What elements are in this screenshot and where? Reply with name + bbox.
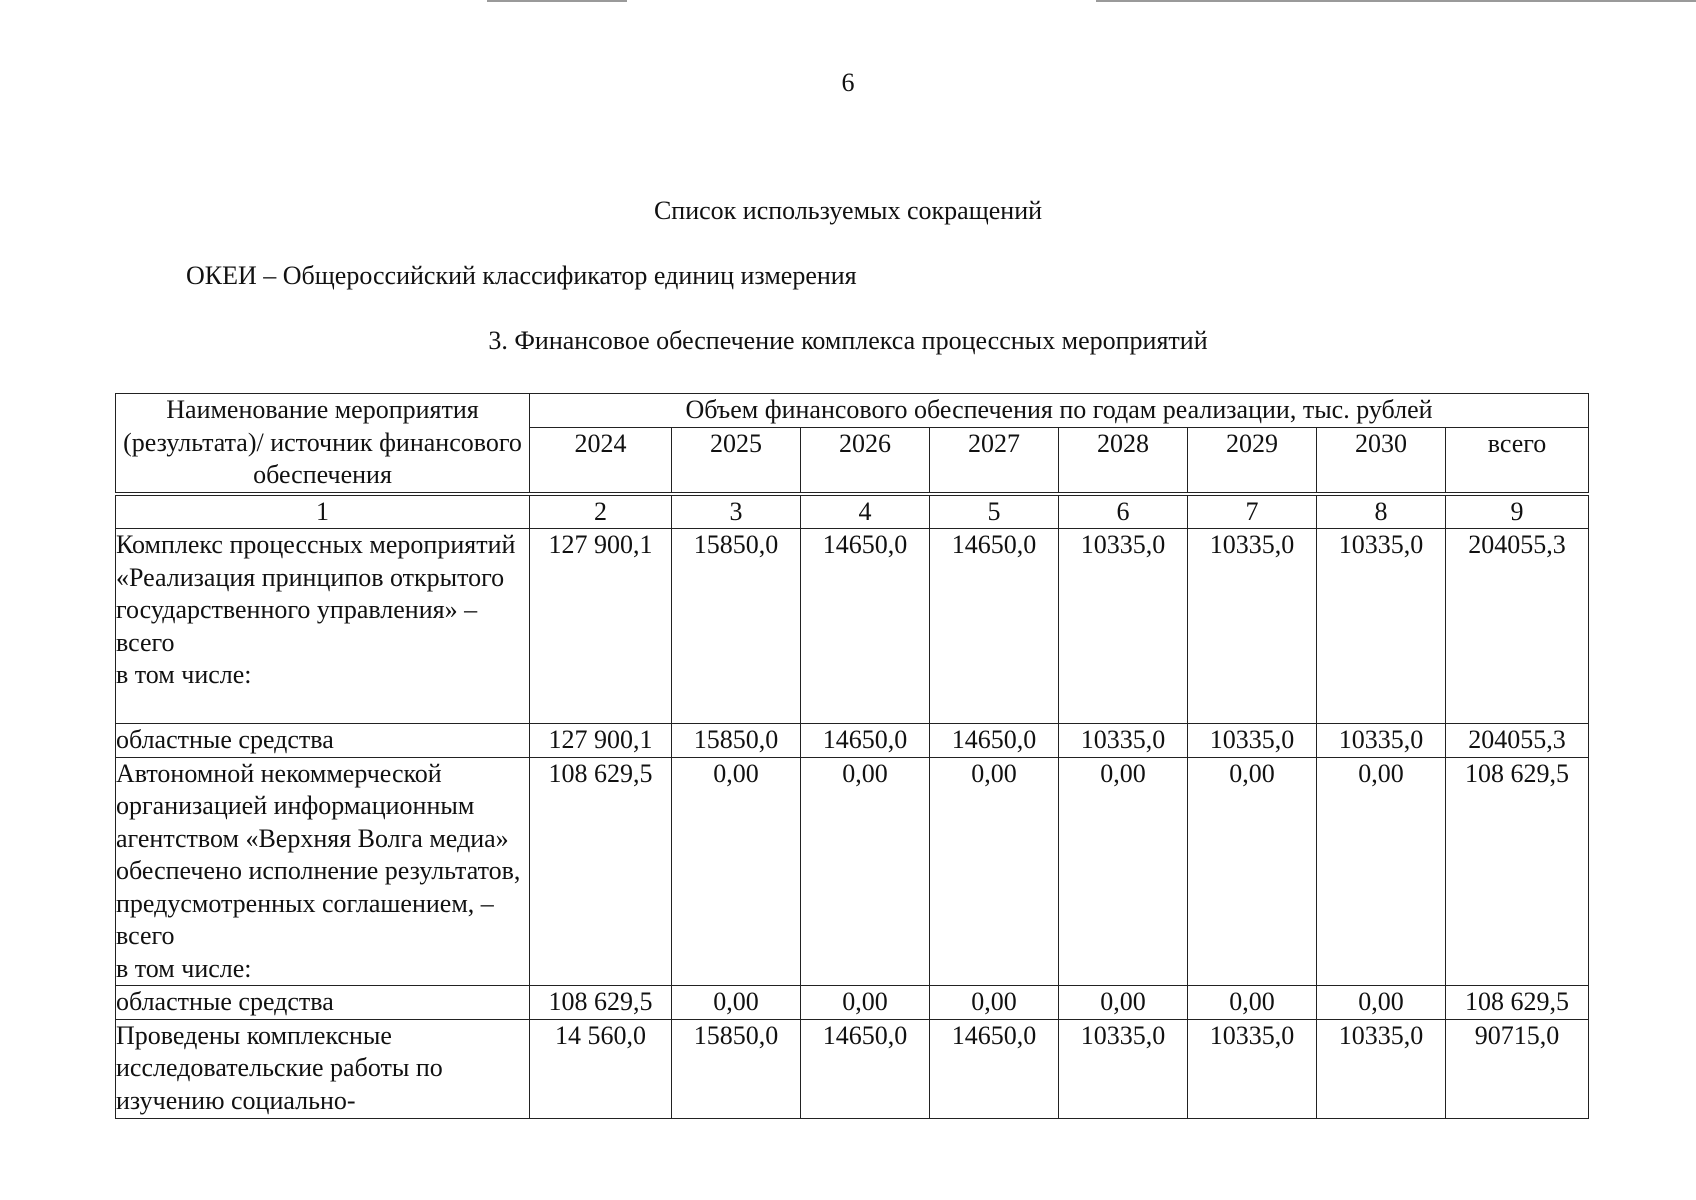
value-cell: 0,00 — [672, 986, 801, 1020]
table-row — [116, 757, 1589, 986]
value-cell: 14650,0 — [801, 724, 930, 758]
value-cell: 14650,0 — [930, 724, 1059, 758]
row-name: областные средства — [116, 986, 530, 1020]
abbreviations-heading: Список используемых сокращений — [653, 196, 1043, 225]
total-cell: 90715,0 — [1446, 1019, 1589, 1118]
value-cell: 14650,0 — [930, 1019, 1059, 1118]
section-heading: 3. Финансовое обеспечение комплекса процессных мероприятий — [488, 326, 1208, 355]
value-cell: 127 900,1 — [530, 724, 672, 758]
total-cell: 204055,3 — [1446, 529, 1589, 724]
value-cell: 108 629,5 — [530, 986, 672, 1020]
table-row — [116, 529, 1589, 724]
column-number: 9 — [1446, 494, 1589, 529]
value-cell: 15850,0 — [672, 724, 801, 758]
value-cell: 14 560,0 — [530, 1019, 672, 1118]
value-cell: 14650,0 — [930, 529, 1059, 724]
abbreviation-item: ОКЕИ – Общероссийский классификатор единиц измерения — [186, 261, 857, 290]
value-cell: 0,00 — [801, 757, 930, 986]
column-number: 8 — [1317, 494, 1446, 529]
value-cell: 0,00 — [1317, 757, 1446, 986]
value-cell: 0,00 — [801, 986, 930, 1020]
total-cell: 108 629,5 — [1446, 757, 1589, 986]
value-cell: 108 629,5 — [530, 757, 672, 986]
scan-top-rule — [1096, 0, 1696, 2]
value-cell: 0,00 — [1059, 986, 1188, 1020]
row-name: Проведены комплексные исследовательские работы по изучению социально- — [116, 1019, 530, 1118]
value-cell: 10335,0 — [1317, 1019, 1446, 1118]
column-number: 1 — [116, 494, 530, 529]
column-header-year: 2024 — [530, 427, 672, 493]
value-cell: 14650,0 — [801, 529, 930, 724]
column-number: 7 — [1188, 494, 1317, 529]
column-header-total: всего — [1446, 427, 1589, 493]
value-cell: 10335,0 — [1188, 1019, 1317, 1118]
value-cell: 10335,0 — [1188, 529, 1317, 724]
value-cell: 0,00 — [1059, 757, 1188, 986]
column-header-year: 2029 — [1188, 427, 1317, 493]
value-cell: 0,00 — [930, 757, 1059, 986]
value-cell: 15850,0 — [672, 529, 801, 724]
column-number: 4 — [801, 494, 930, 529]
value-cell: 10335,0 — [1059, 529, 1188, 724]
table-row — [116, 1019, 1589, 1118]
row-name: Комплекс процессных мероприятий «Реализация принципов открытого государственного управления» – всего в том числе: — [116, 529, 530, 724]
value-cell: 10335,0 — [1059, 724, 1188, 758]
table-row — [116, 724, 1589, 758]
table-header-row — [116, 394, 1589, 428]
value-cell: 127 900,1 — [530, 529, 672, 724]
value-cell: 0,00 — [930, 986, 1059, 1020]
value-cell: 10335,0 — [1188, 724, 1317, 758]
value-cell: 0,00 — [1188, 757, 1317, 986]
value-cell: 14650,0 — [801, 1019, 930, 1118]
value-cell: 0,00 — [1317, 986, 1446, 1020]
column-header-year: 2025 — [672, 427, 801, 493]
column-group-header: Объем финансового обеспечения по годам реализации, тыс. рублей — [530, 394, 1589, 428]
scan-top-rule — [487, 0, 627, 2]
total-cell: 204055,3 — [1446, 724, 1589, 758]
value-cell: 10335,0 — [1317, 724, 1446, 758]
column-header-year: 2026 — [801, 427, 930, 493]
table-row — [116, 986, 1589, 1020]
row-name: областные средства — [116, 724, 530, 758]
financing-table — [115, 393, 1589, 1119]
column-number: 6 — [1059, 494, 1188, 529]
page-number: 6 — [841, 68, 855, 97]
column-header-year: 2027 — [930, 427, 1059, 493]
column-header-year: 2030 — [1317, 427, 1446, 493]
value-cell: 0,00 — [672, 757, 801, 986]
column-header-year: 2028 — [1059, 427, 1188, 493]
column-header-name: Наименование мероприятия (результата)/ источник финансового обеспечения — [116, 394, 530, 494]
row-name: Автономной некоммерческой организацией информационным агентством «Верхняя Волга медиа» обеспечено исполнение результатов, предусмотренных соглашением, – всего в том числе: — [116, 757, 530, 986]
column-number-row — [116, 494, 1589, 529]
value-cell: 15850,0 — [672, 1019, 801, 1118]
column-number: 5 — [930, 494, 1059, 529]
value-cell: 10335,0 — [1059, 1019, 1188, 1118]
column-number: 2 — [530, 494, 672, 529]
value-cell: 10335,0 — [1317, 529, 1446, 724]
value-cell: 0,00 — [1188, 986, 1317, 1020]
column-number: 3 — [672, 494, 801, 529]
total-cell: 108 629,5 — [1446, 986, 1589, 1020]
